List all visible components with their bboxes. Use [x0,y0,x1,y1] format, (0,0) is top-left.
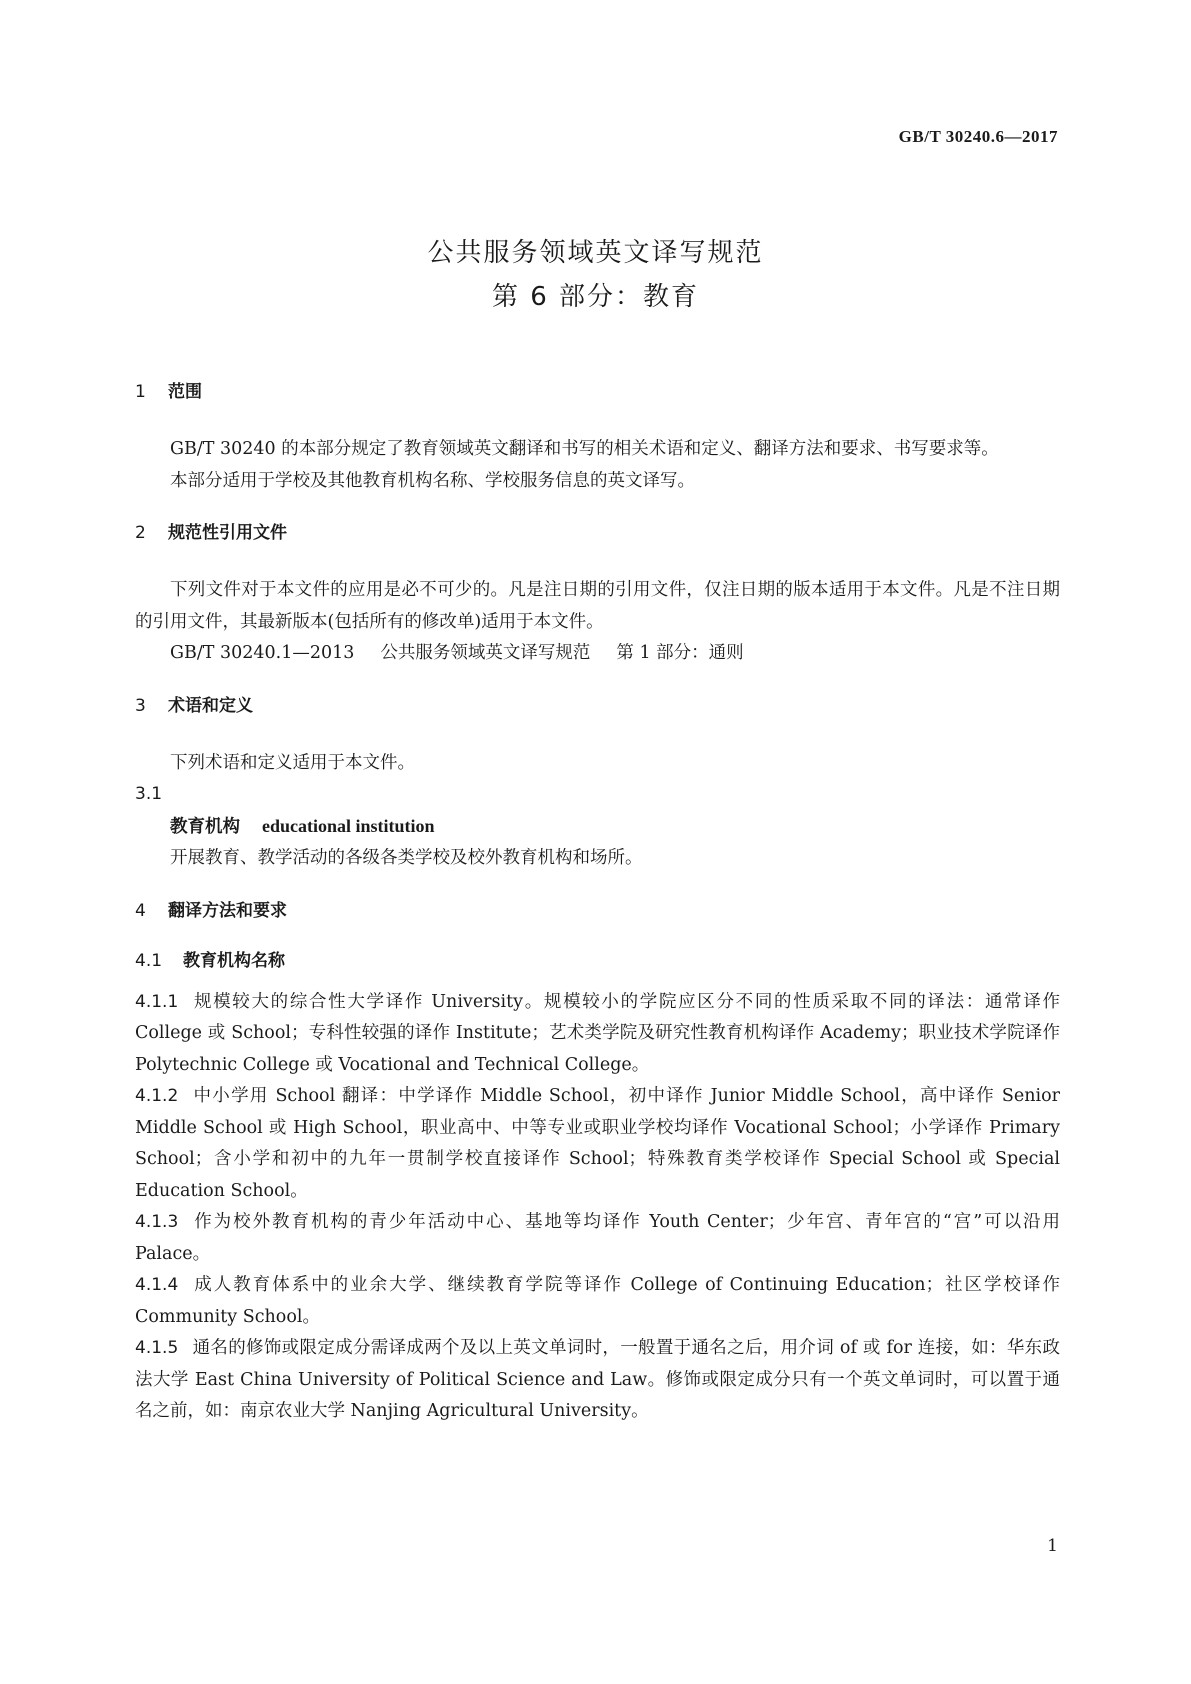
section-number: 3 [135,695,146,716]
reference-title: 公共服务领域英文译写规范 [380,643,591,663]
normative-reference [135,638,1060,670]
term-definition: 开展教育、教学活动的各级各类学校及校外教育机构和场所。 [170,848,643,868]
page-number: 1 [1047,1536,1058,1556]
clause-text: 规模较大的综合性大学译作 University。规模较小的学院应区分不同的性质采取不同的译法：通常译作 College 或 School；专科性较强的译作 Institute；艺术类学院及研究性教育机构译作 Academy；职业技术学院译作 Polytechnic College 或 Vocational and Technical College。 [135,991,1060,1075]
term-english: educational institution [262,815,435,836]
subsection-number: 4.1 [135,950,163,971]
clause-number: 4.1.5 [135,1338,179,1358]
clause-text: 成人教育体系中的业余大学、继续教育学院等译作 College of Continuing Education；社区学校译作 Community School。 [135,1275,1060,1327]
reference-part: 第 1 部分：通则 [616,643,744,663]
clause-text: 通名的修饰或限定成分需译成两个及以上英文单词时，一般置于通名之后，用介词 of 或 for 连接，如：华东政法大学 East China University of Political Science and Law。修饰或限定成分只有一个英文单词时，可以置于通名之前，如：南京农业大学 Nanjing Agricultural University。 [135,1338,1060,1421]
section-number: 2 [135,523,146,543]
section-title: 术语和定义 [168,695,253,716]
document-title: 公共服务领域英文译写规范 [427,238,764,268]
term-entry [135,811,1060,844]
clause-number: 4.1.3 [135,1212,179,1232]
term-number: 3.1 [135,784,163,804]
clause-4-1-3 [135,1207,1060,1270]
clause-number: 4.1.1 [135,991,179,1012]
paragraph: GB/T 30240 的本部分规定了教育领域英文翻译和书写的相关术语和定义、翻译方法和要求、书写要求等。 [170,439,999,459]
clause-4-1-2 [135,1081,1060,1207]
clause-number: 4.1.4 [135,1275,179,1295]
reference-document-number: GB/T 30240.1—2013 [170,643,355,663]
subsection-4-1-heading [135,947,1060,975]
clause-text: 中小学用 School 翻译：中学译作 Middle School，初中译作 Junior Middle School，高中译作 Senior Middle School 或 High School，职业高中、中等专业或职业学校均译作 Vocational School；小学译作 Primary School；含小学和初中的九年一贯制学校直接译作 School；特殊教育类学校译作 Special School 或 Special Education School。 [135,1086,1060,1201]
clause-4-1-5 [135,1333,1060,1428]
section-number: 4 [135,900,146,921]
paragraph: 本部分适用于学校及其他教育机构名称、学校服务信息的英文译写。 [170,470,695,491]
term-chinese: 教育机构 [170,816,240,837]
document-body [135,378,1060,1428]
section-number: 1 [135,382,146,402]
paragraph: 下列文件对于本文件的应用是必不可少的。凡是注日期的引用文件，仅注日期的版本适用于本文件。凡是不注日期的引用文件，其最新版本(包括所有的修改单)适用于本文件。 [135,580,1060,632]
clause-4-1-1 [135,987,1060,1082]
section-title: 范围 [168,382,202,402]
section-title: 规范性引用文件 [168,523,287,543]
section-3-heading [135,692,1060,720]
subsection-title: 教育机构名称 [183,950,285,971]
clause-number: 4.1.2 [135,1086,179,1106]
clause-4-1-4 [135,1270,1060,1333]
section-1-heading [135,378,1060,406]
section-title: 翻译方法和要求 [168,900,287,921]
paragraph: 下列术语和定义适用于本文件。 [170,752,415,773]
clause-text: 作为校外教育机构的青少年活动中心、基地等均译作 Youth Center；少年宫、青年宫的“宫”可以沿用 Palace。 [135,1212,1060,1264]
section-2-heading [135,519,1060,547]
section-4-heading [135,897,1060,925]
standard-number: GB/T 30240.6—2017 [898,127,1058,146]
document-subtitle: 第 6 部分：教育 [491,282,700,312]
